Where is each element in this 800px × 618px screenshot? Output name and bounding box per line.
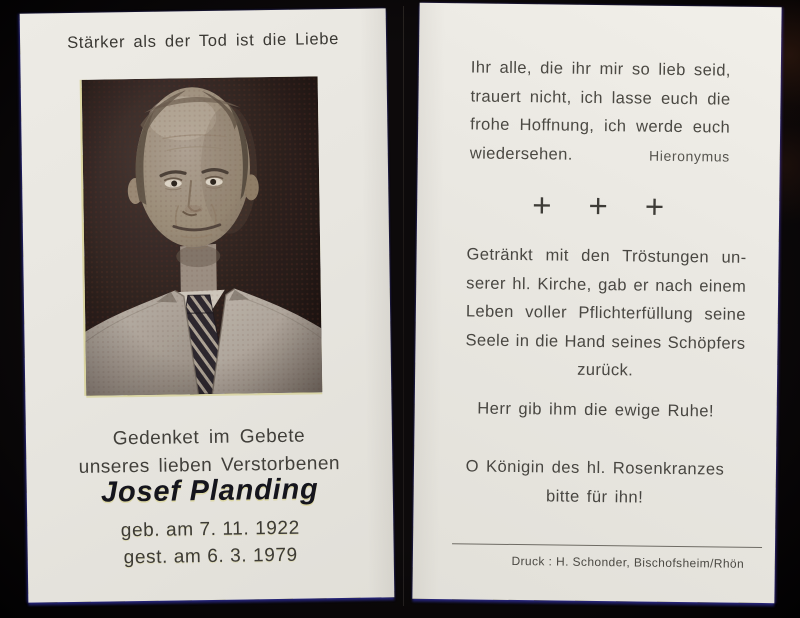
consolation-line: Getränkt mit den Tröstungen un- — [466, 245, 747, 267]
birth-date: geb. am 7. 11. 1922 — [120, 517, 300, 542]
portrait-photo-illustration — [82, 76, 323, 395]
prayer-rosary-line-2: bitte für ihn! — [545, 486, 644, 507]
consolation-line: serer hl. Kirche, gab er nach einem — [466, 273, 747, 296]
dedication-line-2: unseres lieben Verstorbenen — [78, 453, 341, 478]
three-crosses — [417, 185, 779, 227]
death-date: gest. am 6. 3. 1979 — [123, 544, 298, 569]
consolation-line: Leben voller Pflichterfüllung seine — [465, 302, 746, 324]
memorial-card-left-panel — [20, 8, 395, 602]
quote-attribution: Hieronymus — [649, 147, 730, 165]
deceased-name: Josef Planding — [100, 473, 319, 509]
prayer-eternal-rest: Herr gib ihm die ewige Ruhe! — [477, 399, 715, 421]
memorial-card-right-panel — [412, 3, 781, 603]
scripture-quote — [470, 53, 731, 170]
consolation-line: Seele in die Hand seines Schöpfers — [465, 330, 746, 353]
prayer-rosary-line-1: O Königin des hl. Rosenkranzes — [465, 457, 725, 479]
prayer-rosary — [413, 452, 776, 513]
dedication-line-1: Gedenket im Gebete — [112, 425, 306, 450]
card-motto: Stärker als der Tod ist die Liebe — [66, 30, 340, 53]
consolation-line: zurück. — [577, 360, 634, 380]
photo-vignette — [82, 76, 323, 395]
consolation-paragraph — [465, 240, 747, 386]
cross-icon: + — [532, 186, 552, 224]
card-fold-crease — [403, 6, 404, 606]
cross-icon: + — [644, 187, 665, 225]
quote-last-line — [470, 139, 730, 171]
quote-line: frohe Hoffnung, ich werde euch — [470, 115, 731, 137]
portrait-photo — [82, 76, 323, 395]
quote-line: Ihr alle, die ihr mir so lieb seid, — [470, 58, 731, 80]
quote-line: wiedersehen. — [469, 143, 573, 164]
quote-line: trauert nicht, ich lasse euch die — [470, 86, 731, 109]
cross-icon: + — [588, 186, 609, 225]
printer-credit: Druck : H. Schonder, Bischofsheim/Rhön — [511, 553, 745, 571]
printer-divider-rule — [452, 543, 762, 548]
